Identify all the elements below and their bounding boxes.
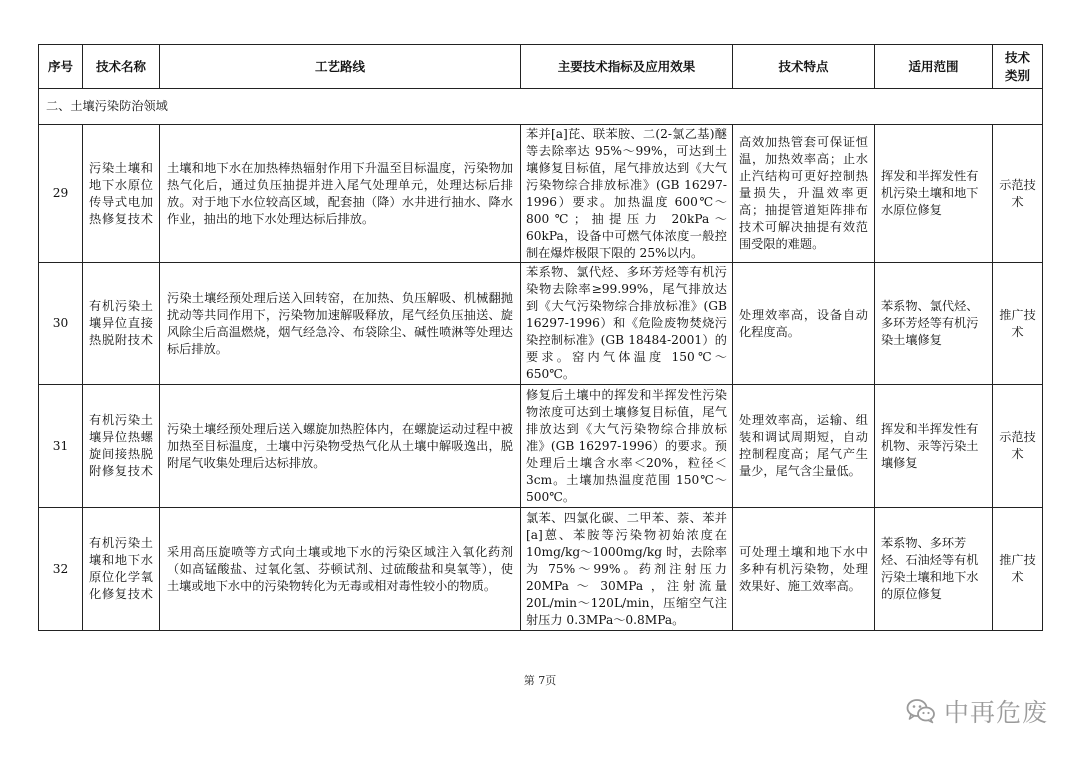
row-route: 污染土壤经预处理后送入螺旋加热腔体内，在螺旋运动过程中被加热至目标温度，土壤中污染物受热气化从土壤中解吸逸出，脱附尾气收集处理后达标排放。 [160,385,521,508]
row-name: 有机污染土壤异位直接热脱附技术 [83,263,160,385]
row-features: 高效加热管套可保证恒温，加热效率高；止水止汽结构可更好控制热量损失，升温效率更高；抽提管道矩阵排布技术可解决抽提有效范围受限的难题。 [733,125,875,263]
row-route: 土壤和地下水在加热棒热辐射作用下升温至目标温度，污染物加热气化后，通过负压抽提并进入尾气处理单元，处理达标后排放。对于地下水位较高区域，配套抽（降）水井进行抽水、降水作业，抽出的地下水处理达标后排放。 [160,125,521,263]
row-category: 示范技术 [993,125,1043,263]
header-indicators: 主要技术指标及应用效果 [521,45,733,89]
row-category: 推广技术 [993,508,1043,631]
row-index: 29 [39,125,83,263]
row-name: 有机污染土壤和地下水原位化学氧化修复技术 [83,508,160,631]
table-row [39,263,1043,385]
row-scope: 苯系物、氯代烃、多环芳烃等有机污染土壤修复 [875,263,993,385]
row-name: 污染土壤和地下水原位传导式电加热修复技术 [83,125,160,263]
row-scope: 挥发和半挥发性有机物、汞等污染土壤修复 [875,385,993,508]
row-indicators: 苯并[a]芘、联苯胺、二(2-氯乙基)醚等去除率达 95%～99%，可达到土壤修复目标值，尾气排放达到《大气污染物综合排放标准》(GB 16297-1996）要求。加热温度 600℃～800℃；抽提压力 20kPa～60kPa，设备中可燃气体浓度一般控制在爆炸极限下限的 25%以内。 [521,125,733,263]
header-category: 技术 类别 [993,45,1043,89]
section-title: 二、土壤污染防治领域 [39,89,1043,125]
table-row [39,508,1043,631]
header-route: 工艺路线 [160,45,521,89]
watermark-text: 中再危废 [944,698,1049,727]
technology-table [38,44,1043,631]
row-features: 处理效率高，设备自动化程度高。 [733,263,875,385]
row-category: 推广技术 [993,263,1043,385]
table-row [39,385,1043,508]
row-scope: 苯系物、多环芳烃、石油烃等有机污染土壤和地下水的原位修复 [875,508,993,631]
row-features: 可处理土壤和地下水中多种有机污染物，处理效果好、施工效率高。 [733,508,875,631]
header-features: 技术特点 [733,45,875,89]
row-indicators: 苯系物、氯代烃、多环芳烃等有机污染物去除率≥99.99%，尾气排放达到《大气污染物综合排放标准》(GB 16297-1996）和《危险废物焚烧污染控制标准》(GB 18484-2001）的要求。窑内气体温度 150℃～650℃。 [521,263,733,385]
watermark [906,693,1048,729]
row-route: 污染土壤经预处理后送入回转窑，在加热、负压解吸、机械翻抛扰动等共同作用下，污染物加速解吸释放，尾气经负压抽送、旋风除尘后高温燃烧，烟气经急冷、布袋除尘、碱性喷淋等处理达标后排放。 [160,263,521,385]
row-index: 32 [39,508,83,631]
table-row [39,125,1043,263]
row-features: 处理效率高，运输、组装和调试周期短，自动控制程度高；尾气产生量少，尾气含尘量低。 [733,385,875,508]
table-header-row [39,45,1043,89]
row-route: 采用高压旋喷等方式向土壤或地下水的污染区域注入氧化药剂（如高锰酸盐、过氧化氢、芬顿试剂、过硫酸盐和臭氧等），使土壤或地下水中的污染物转化为无毒或相对毒性较小的物质。 [160,508,521,631]
header-name: 技术名称 [83,45,160,89]
section-row [39,89,1043,125]
wechat-icon [906,698,936,724]
page-number: 第 7页 [523,674,557,687]
row-name: 有机污染土壤异位热螺旋间接热脱附修复技术 [83,385,160,508]
row-index: 30 [39,263,83,385]
row-index: 31 [39,385,83,508]
header-index: 序号 [39,45,83,89]
row-category: 示范技术 [993,385,1043,508]
row-indicators: 修复后土壤中的挥发和半挥发性污染物浓度可达到土壤修复目标值，尾气排放达到《大气污染物综合排放标准》(GB 16297-1996）的要求。预处理后土壤含水率＜20%，粒径＜3cm。土壤加热温度范围 150℃～500℃。 [521,385,733,508]
row-scope: 挥发和半挥发性有机污染土壤和地下水原位修复 [875,125,993,263]
row-indicators: 氯苯、四氯化碳、二甲苯、萘、苯并[a]蒽、苯胺等污染物初始浓度在 10mg/kg～1000mg/kg 时，去除率为 75%～99%。药剂注射压力 20MPa ～ 30MPa ，注射流量 20L/min～120L/min，压缩空气注射压力 0.3MPa～0.8MPa。 [521,508,733,631]
header-scope: 适用范围 [875,45,993,89]
